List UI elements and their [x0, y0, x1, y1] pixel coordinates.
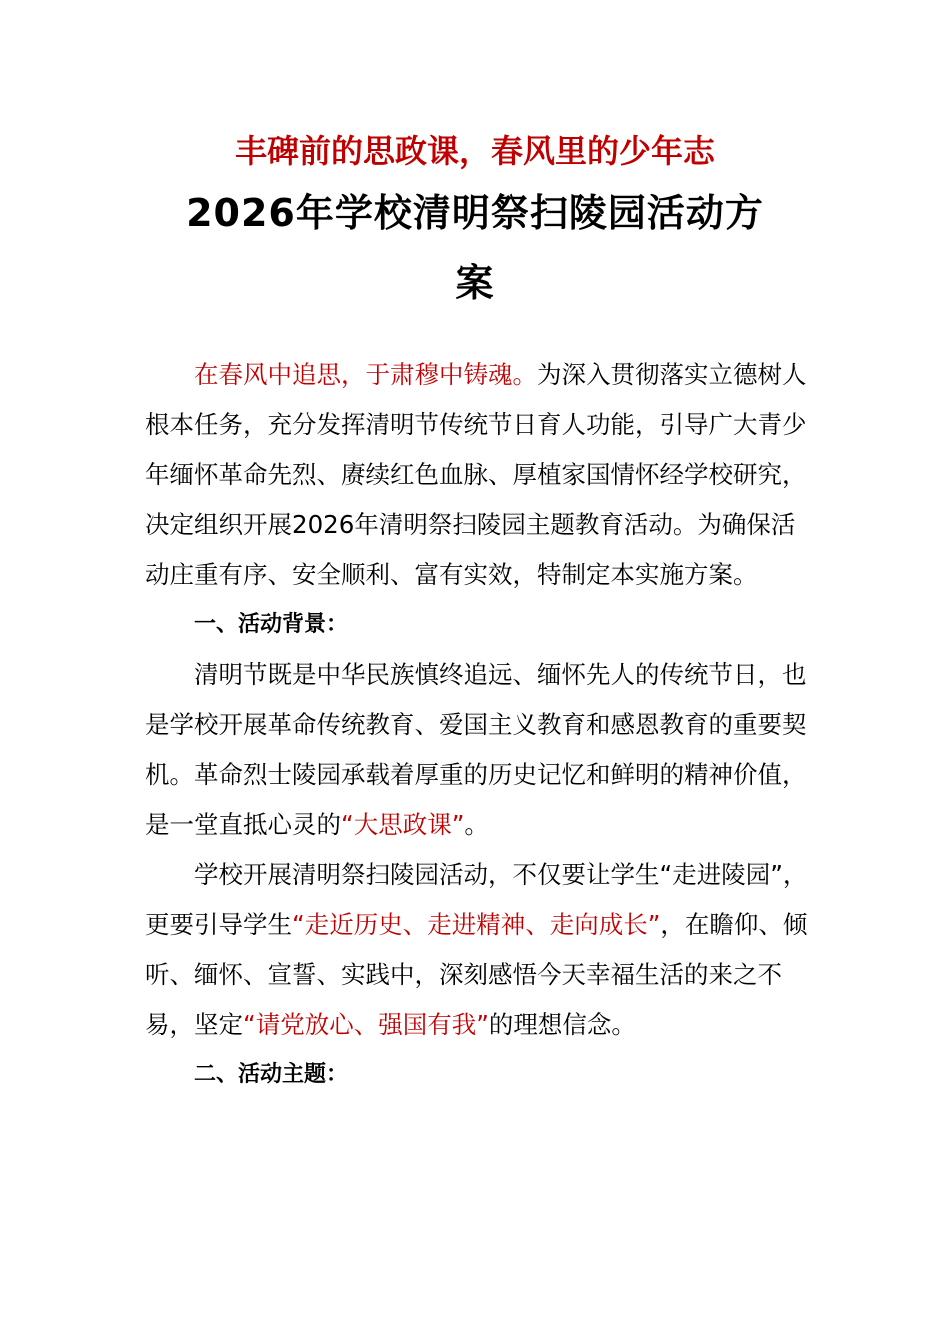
s1p2-part2: ，在瞻仰、倾听、缅怀、宣誓、实践中，深刻感悟今天幸福生活的来之不易，坚定 — [145, 910, 808, 1039]
intro-paragraph — [145, 350, 815, 600]
title-line-1: 2026年学校清明祭扫陵园活动方 — [186, 191, 764, 235]
title-line-2: 案 — [455, 261, 495, 305]
intro-red-lead: 在春风中追思，于肃穆中铸魂。 — [194, 360, 537, 389]
s1p1-red: “大思政课” — [341, 810, 465, 839]
s1p2-part1: 学校开展清明祭扫陵园活动，不仅要让学生“走进陵园”，更要引导学生 — [145, 860, 808, 939]
s1p2-red2: “请党放心、强国有我” — [243, 1010, 489, 1039]
document-body — [145, 350, 815, 1100]
intro-text: 为深入贯彻落实立德树人根本任务，充分发挥清明节传统节日育人功能，引导广大青少年缅怀革命先烈、赓续红色血脉、厚植家国情怀经学校研究，决定组织开展2026年清明祭扫陵园主题教育活动。为确保活动庄重有序、安全顺利、富有实效，特制定本实施方案。 — [145, 360, 807, 589]
section-1-paragraph-2 — [145, 850, 815, 1050]
document-subtitle: 丰碑前的思政课，春风里的少年志 — [234, 132, 715, 170]
s1p1-text: 清明节既是中华民族慎终追远、缅怀先人的传统节日，也是学校开展革命传统教育、爱国主义教育和感恩教育的重要契机。革命烈士陵园承载着厚重的历史记忆和鲜明的精神价值，是一堂直抵心灵的 — [145, 660, 807, 839]
section-2-heading: 二、活动主题： — [194, 1062, 349, 1087]
document-title — [130, 184, 820, 312]
s1p1-end: 。 — [464, 810, 489, 839]
s1p2-part3: 的理想信念。 — [488, 1010, 636, 1039]
section-1-heading: 一、活动背景： — [194, 612, 349, 637]
section-1-paragraph-1 — [145, 650, 815, 850]
s1p2-red1: “走近历史、走进精神、走向成长” — [292, 910, 661, 939]
